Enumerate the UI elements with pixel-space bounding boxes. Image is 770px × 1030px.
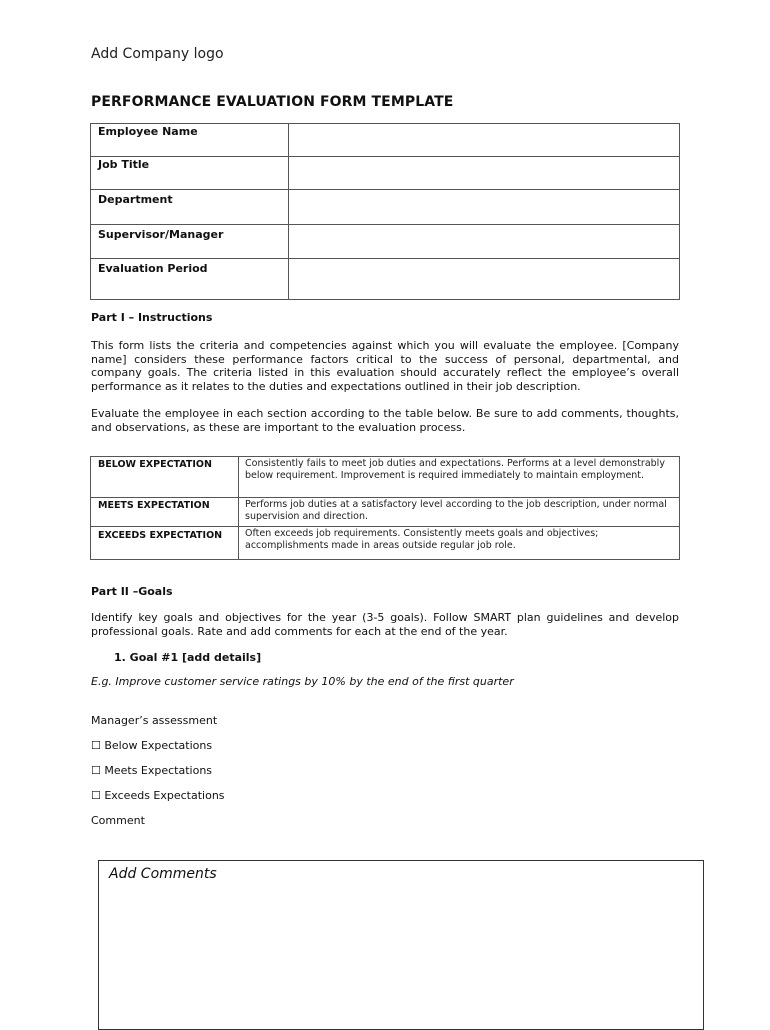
rating-label-meets: MEETS EXPECTATION [91,498,239,527]
info-row [91,225,680,259]
rating-desc-meets: Performs job duties at a satisfactory level according to the job description, under normal supervision and direction. [239,498,680,527]
instructions-paragraph-2: Evaluate the employee in each section according to the table below. Be sure to add comments, thoughts, and observations, as these are important to the evaluation process. [91,407,679,434]
rating-desc-below: Consistently fails to meet job duties and expectations. Performs at a level demonstrably below requirement. Improvement is required immediately to maintain employment. [239,457,680,498]
employee-info-table [90,123,680,300]
instructions-paragraph-1: This form lists the criteria and competencies against which you will evaluate the employee. [Company name] considers these performance factors critical to the success of personal, departmental, and company goals. The criteria listed in this evaluation should accurately reflect the employee’s overall performance as it relates to the duties and expectations outlined in their job description. [91,339,679,393]
comment-placeholder: Add Comments [109,866,217,882]
department-field[interactable] [289,190,680,225]
job-title-field[interactable] [289,157,680,190]
info-row [91,190,680,225]
goals-paragraph: Identify key goals and objectives for the year (3-5 goals). Follow SMART plan guidelines and develop professional goals. Rate and add comments for each at the end of the year. [91,611,679,638]
supervisor-field[interactable] [289,225,680,259]
comment-label: Comment [91,814,145,827]
rating-scale-table [90,456,680,560]
info-row [91,157,680,190]
goal-1-title: 1. Goal #1 [add details] [114,651,262,664]
rating-label-exceeds: EXCEEDS EXPECTATION [91,527,239,560]
managers-assessment-label: Manager’s assessment [91,714,218,727]
employee-name-label: Employee Name [91,124,289,157]
employee-name-field[interactable] [289,124,680,157]
department-label: Department [91,190,289,225]
part1-heading: Part I – Instructions [91,311,213,324]
job-title-label: Job Title [91,157,289,190]
evaluation-period-field[interactable] [289,259,680,300]
info-row [91,124,680,157]
goal-1-example: E.g. Improve customer service ratings by 10% by the end of the first quarter [91,675,514,688]
part2-heading: Part II –Goals [91,585,173,598]
form-title: PERFORMANCE EVALUATION FORM TEMPLATE [91,94,454,110]
rating-label-below: BELOW EXPECTATION [91,457,239,498]
rating-row [91,527,680,560]
company-logo-placeholder: Add Company logo [91,46,224,62]
option-meets-expectations[interactable]: ☐ Meets Expectations [91,764,213,777]
option-below-expectations[interactable]: ☐ Below Expectations [91,739,213,752]
rating-row [91,498,680,527]
evaluation-period-label: Evaluation Period [91,259,289,300]
rating-row [91,457,680,498]
option-exceeds-expectations[interactable]: ☐ Exceeds Expectations [91,789,225,802]
comment-box[interactable] [98,860,704,1030]
supervisor-label: Supervisor/Manager [91,225,289,259]
info-row [91,259,680,300]
rating-desc-exceeds: Often exceeds job requirements. Consistently meets goals and objectives; accomplishments made in areas outside regular job role. [239,527,680,560]
